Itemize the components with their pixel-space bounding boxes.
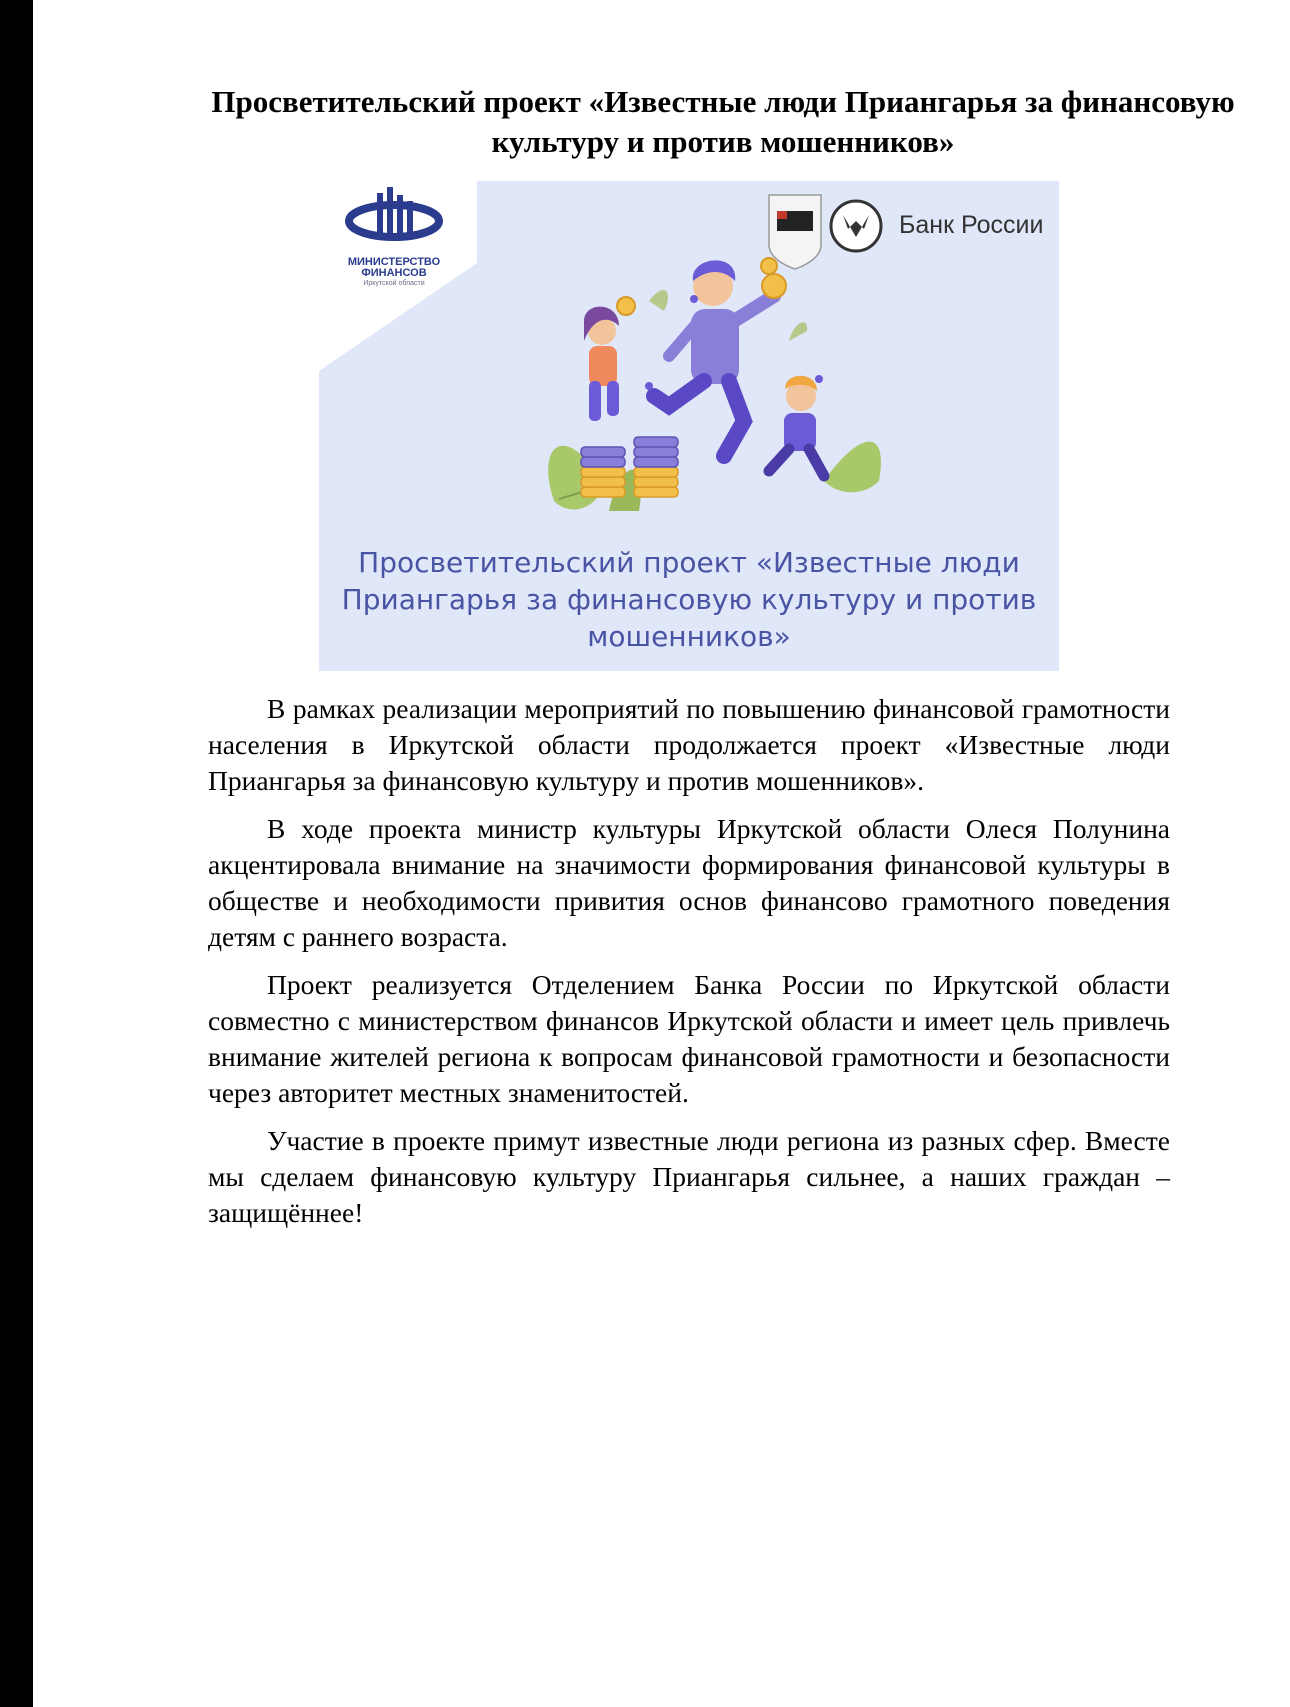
document-body: [208, 691, 1170, 1243]
ministry-of-finance-logo: [329, 187, 459, 287]
banner-caption: Просветительский проект «Известные люди Приангарья за финансовую культуру и против мошенников»: [341, 546, 1037, 653]
project-banner-image: [319, 181, 1059, 671]
bank-of-russia-logo-text: Банк России: [899, 211, 1044, 239]
ministry-name: МИНИСТЕРСТВО ФИНАНСОВ: [347, 256, 441, 279]
ministry-sub: Иркутской области: [363, 280, 425, 287]
document-title: Просветительский проект «Известные люди Приангарья за финансовую культуру и против мошенников»: [211, 84, 1235, 159]
document-page: [33, 0, 1290, 1707]
paragraph: Проект реализуется Отделением Банка России по Иркутской области совместно с министерством финансов Иркутской области и имеет цель привлечь внимание жителей региона к вопросам финансовой грамотности и безопасности через авторитет местных знаменитостей.: [208, 969, 1170, 1108]
paragraph: Участие в проекте примут известные люди региона из разных сфер. Вместе мы сделаем финансовую культуру Приангарья сильнее, а наших граждан – защищённее!: [208, 1125, 1170, 1228]
paragraph: В ходе проекта министр культуры Иркутской области Олеся Полунина акцентировала внимание на значимости формирования финансовой культуры в обществе и необходимости привития основ финансово грамотного поведения детям с раннего возраста.: [208, 813, 1170, 952]
paragraph: В рамках реализации мероприятий по повышению финансовой грамотности населения в Иркутской области продолжается проект «Известные люди Приангарья за финансовую культуру и против мошенников».: [208, 693, 1170, 796]
